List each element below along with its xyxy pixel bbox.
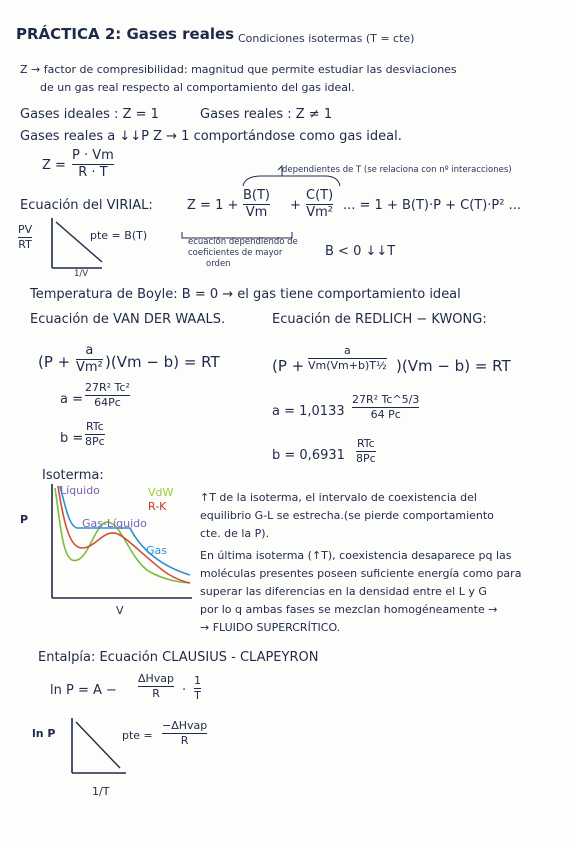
inverse-t-fraction: 1 T — [194, 674, 201, 702]
boyle-temperature: Temperatura de Boyle: B = 0 → el gas tiene comportamiento ideal — [30, 287, 461, 302]
clausius-slope-label: pte = — [122, 729, 153, 742]
page-subtitle: Condiciones isotermas (T = cte) — [238, 32, 415, 45]
virial-note-bottom-2: coeficientes de mayor — [188, 248, 283, 258]
z-definition-line-2: de un gas real respecto al comportamiento del gas ideal. — [40, 81, 355, 94]
isotherm-text-line: cte. de la P). — [200, 527, 270, 540]
virial-plus: + — [290, 198, 301, 213]
virial-graph — [52, 218, 102, 268]
isotherm-text-line: superar las diferencias en la densidad entre el L y G — [200, 585, 487, 598]
rk-a-value-fraction: 27R² Tc^5/3 64 Pc — [352, 393, 420, 421]
vdw-b-value-fraction: RTc 8Pc — [85, 420, 105, 448]
virial-graph-y-axis-label: PV RT — [18, 223, 33, 251]
real-gases-z: Gases reales : Z ≠ 1 — [200, 107, 333, 122]
vdw-label: Ecuación de VAN DER WAALS. — [30, 312, 226, 327]
virial-c-numerator: C(T) — [306, 188, 334, 203]
rk-a-lhs: a = 1,0133 — [272, 404, 345, 419]
virial-c-denominator: Vm² — [306, 204, 333, 220]
isotherm-gas-label: Gas — [146, 544, 167, 557]
virial-note-bottom-3: orden — [206, 259, 231, 269]
clausius-eq-lhs: ln P = A − — [50, 683, 117, 698]
ideal-gases-z: Gases ideales : Z = 1 — [20, 107, 159, 122]
isotherm-text-line: ↑T de la isoterma, el intervalo de coexistencia del — [200, 491, 477, 504]
isotherm-liquid-label: Líquido — [60, 484, 100, 497]
virial-expansion: ... = 1 + B(T)·P + C(T)·P² ... — [343, 198, 521, 213]
rk-eq-left: (P + — [272, 357, 305, 375]
z-fraction-numerator: P · Vm — [72, 148, 114, 163]
vdw-a-value-fraction: 27R² Tc² 64Pc — [85, 381, 130, 409]
virial-note-top: dependientes de T (se relaciona con nº interacciones) — [282, 165, 512, 175]
clausius-slope-fraction: −ΔHvap R — [162, 719, 208, 747]
vdw-curve — [55, 488, 190, 583]
vdw-eq-left: (P + — [38, 353, 71, 371]
isotherm-text-line: → FLUIDO SUPERCRÍTICO. — [200, 621, 341, 634]
virial-note-bottom-1: ecuación dependiendo de — [188, 237, 298, 247]
rk-b-lhs: b = 0,6931 — [272, 448, 345, 463]
low-pressure-note: Gases reales a ↓↓P Z → 1 comportándose como gas ideal. — [20, 129, 402, 144]
legend-rk: R-K — [148, 500, 167, 513]
vdw-eq-right: )(Vm − b) = RT — [105, 353, 220, 371]
isotherm-gas-liquid-label: Gas-Líquido — [82, 517, 147, 530]
rk-eq-right: )(Vm − b) = RT — [396, 357, 511, 375]
vdw-a-lhs: a = — [60, 392, 83, 407]
virial-b-denominator: Vm — [245, 204, 268, 220]
clausius-graph-y-axis-label: ln P — [32, 727, 56, 740]
rk-b-value-fraction: RTc 8Pc — [356, 437, 376, 465]
dh-fraction: ΔHvap R — [138, 672, 175, 700]
virial-z: Z = 1 + — [187, 198, 239, 213]
isotherm-text-line: moléculas presentes poseen suficiente energía como para — [200, 567, 522, 580]
isotherm-label: Isoterma: — [42, 468, 104, 483]
enthalpy-label: Entalpía: Ecuación CLAUSIUS - CLAPEYRON — [38, 650, 319, 665]
isotherm-x-axis-label: V — [116, 604, 124, 617]
clausius-graph-x-axis-label: 1/T — [92, 785, 110, 798]
z-formula-lhs: Z = — [42, 158, 66, 173]
virial-slope-label: pte = B(T) — [90, 229, 148, 242]
clausius-dot: · — [182, 683, 187, 698]
page-title: PRÁCTICA 2: Gases reales — [16, 25, 235, 43]
virial-condition: B < 0 ↓↓T — [325, 244, 396, 259]
isotherm-y-axis-label: P — [20, 513, 29, 526]
virial-b-numerator: B(T) — [243, 188, 271, 203]
isotherm-text-line: equilibrio G-L se estrecha.(se pierde comportamiento — [200, 509, 494, 522]
isotherm-text-line: En última isoterma (↑T), coexistencia desaparece pq las — [200, 549, 512, 562]
virial-label: Ecuación del VIRIAL: — [20, 198, 153, 213]
legend-vdw: VdW — [148, 486, 174, 499]
rk-a-fraction: a Vm(Vm+b)T½ — [308, 344, 387, 372]
isotherm-text-line: por lo q ambas fases se mezclan homogéneamente → — [200, 603, 498, 616]
rk-curve — [58, 486, 190, 583]
vdw-a-fraction: a Vm² — [76, 343, 103, 375]
vdw-b-lhs: b = — [60, 431, 84, 446]
clausius-clapeyron-graph — [72, 718, 126, 773]
rk-label: Ecuación de REDLICH − KWONG: — [272, 312, 487, 327]
z-definition-line-1: Z → factor de compresibilidad: magnitud que permite estudiar las desviaciones — [20, 63, 457, 76]
experimental-curve — [60, 486, 190, 575]
virial-graph-x-axis-label: 1/V — [74, 269, 89, 279]
z-fraction-denominator: R · T — [78, 164, 108, 180]
isotherm-graph — [52, 484, 192, 598]
